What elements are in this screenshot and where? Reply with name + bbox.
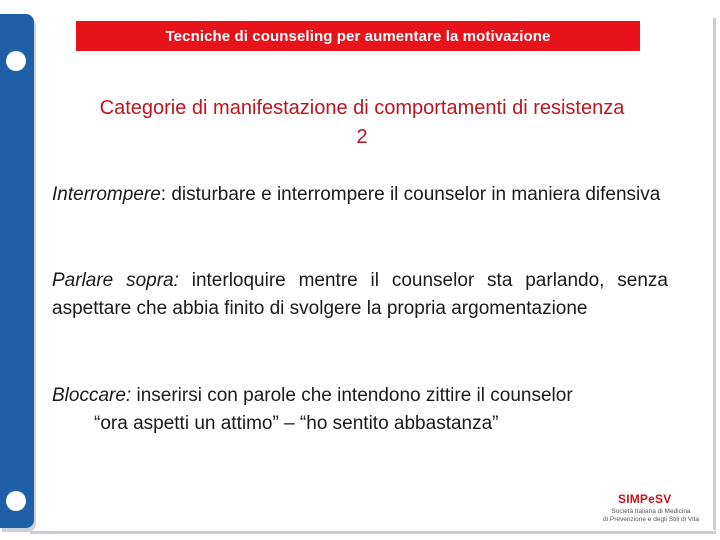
banner-text: Tecniche di counseling per aumentare la motivazione <box>165 27 551 45</box>
bottom-circle-icon <box>6 491 26 511</box>
term-interrompere: Interrompere <box>52 184 161 205</box>
paragraph-text: : disturbare e interrompere il counselor in maniera difensiva <box>160 184 661 205</box>
logo-subtitle-2: di Prevenzione e degli Stili di Vita <box>603 516 699 523</box>
paragraph-text: interloquire mentre il counselor sta parlando, senza aspettare che abbia finito di svolgere la propria argomentazione <box>52 270 668 319</box>
term-bloccare: Bloccare: <box>52 385 132 406</box>
slide-title <box>52 94 672 152</box>
logo-wordmark: SIMPeSV <box>618 492 672 506</box>
paragraph-interrompere <box>52 181 668 209</box>
sidebar-bar <box>0 14 34 528</box>
simpesv-logo <box>596 492 706 526</box>
paragraph-parlare-sopra <box>52 267 668 323</box>
paragraph-text: inserirsi con parole che intendono zittire il counselor <box>131 385 573 406</box>
example-quote: “ora aspetti un attimo” – “ho sentito abbastanza” <box>94 413 499 434</box>
top-circle-icon <box>6 51 26 71</box>
paragraph-bloccare <box>52 382 668 438</box>
slide-right-edge <box>713 18 716 530</box>
slide-bottom-edge <box>30 531 716 534</box>
title-line-1: Categorie di manifestazione di comportamenti di resistenza <box>99 97 625 119</box>
term-parlare-sopra: Parlare sopra: <box>52 270 179 291</box>
title-line-2: 2 <box>356 126 368 148</box>
header-banner <box>76 21 640 51</box>
logo-subtitle-1: Società Italiana di Medicina <box>611 508 691 515</box>
